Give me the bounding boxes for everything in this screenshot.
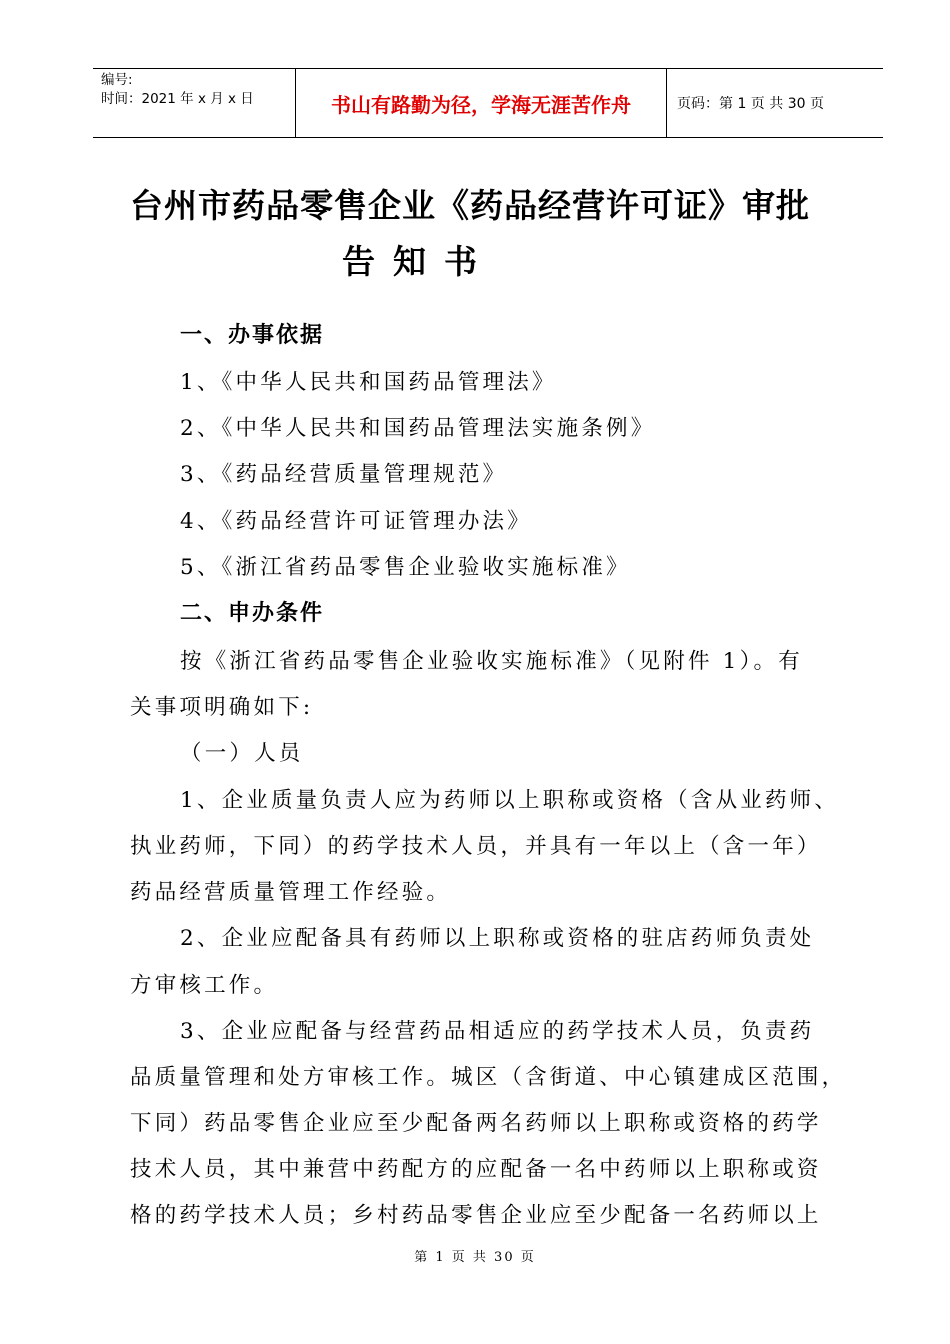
paragraph-2-line-1: 2、企业应配备具有药师以上职称或资格的驻店药师负责处: [180, 926, 815, 951]
header-page-info: 页码：第 1 页 共 30 页: [677, 96, 824, 112]
paragraph-3-line-5: 格的药学技术人员；乡村药品零售企业应至少配备一名药师以上: [130, 1203, 822, 1228]
page-header: [93, 68, 883, 138]
conditions-intro-line-2: 关事项明确如下:: [130, 695, 314, 720]
personnel-heading: （一）人员: [180, 741, 304, 766]
paragraph-1-line-2: 执业药师，下同）的药学技术人员，并具有一年以上（含一年）: [130, 834, 822, 859]
section-heading-basis: 一、办事依据: [180, 323, 325, 348]
title-line-1: 台州市药品零售企业《药品经营许可证》审批: [130, 186, 810, 225]
basis-item-3: 3、《药品经营质量管理规范》: [180, 462, 508, 487]
time-label: 时间：2021 年 x 月 x 日: [101, 91, 254, 107]
page-footer: 第 1 页 共 30 页: [414, 1250, 536, 1265]
paragraph-3-line-1: 3、企业应配备与经营药品相适应的药学技术人员，负责药: [180, 1019, 815, 1044]
title-line-2: 告知书: [342, 242, 495, 281]
paragraph-3-line-2: 品质量管理和处方审核工作。城区（含街道、中心镇建成区范围，: [130, 1065, 847, 1090]
basis-item-5: 5、《浙江省药品零售企业验收实施标准》: [180, 555, 631, 580]
paragraph-1-line-1: 1、企业质量负责人应为药师以上职称或资格（含从业药师、: [180, 788, 840, 813]
paragraph-1-line-3: 药品经营质量管理工作经验。: [130, 880, 452, 905]
basis-item-2: 2、《中华人民共和国药品管理法实施条例》: [180, 416, 656, 441]
paragraph-2-line-2: 方审核工作。: [130, 973, 279, 998]
conditions-intro-line-1: 按《浙江省药品零售企业验收实施标准》（见附件 1）。有: [180, 649, 803, 674]
section-heading-conditions: 二、申办条件: [180, 601, 325, 626]
number-label: 编号:: [101, 72, 133, 88]
paragraph-3-line-4: 技术人员，其中兼营中药配方的应配备一名中药师以上职称或资: [130, 1157, 822, 1182]
document-title: [130, 178, 850, 290]
basis-item-4: 4、《药品经营许可证管理办法》: [180, 509, 532, 534]
basis-item-1: 1、《中华人民共和国药品管理法》: [180, 370, 557, 395]
header-meta: [93, 69, 295, 137]
paragraph-3-line-3: 下同）药品零售企业应至少配备两名药师以上职称或资格的药学: [130, 1111, 822, 1136]
header-motto: 书山有路勤为径，学海无涯苦作舟: [295, 69, 667, 137]
